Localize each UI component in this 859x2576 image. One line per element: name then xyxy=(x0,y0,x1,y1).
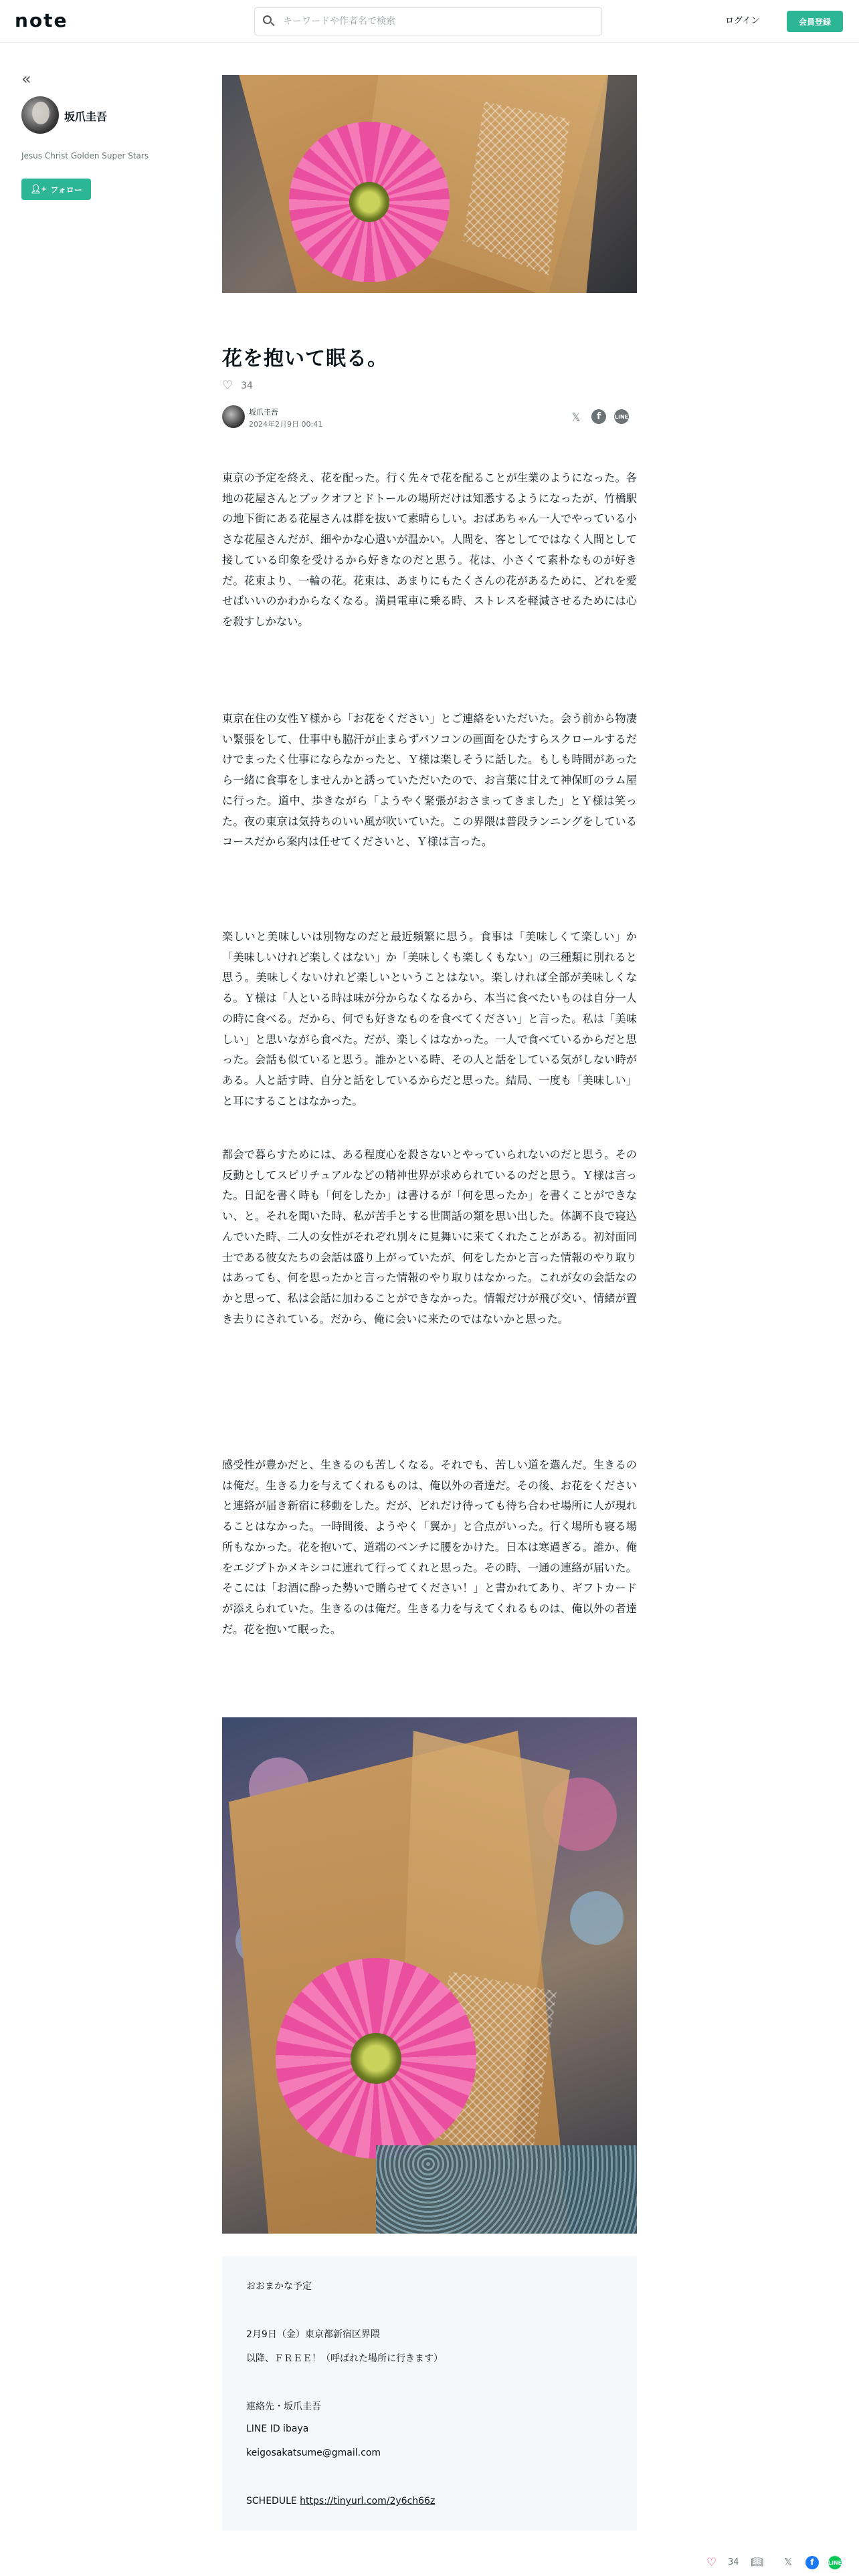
schedule-prefix: SCHEDULE xyxy=(246,2496,300,2506)
bottom-like-count[interactable]: 34 xyxy=(728,2557,739,2567)
heart-icon[interactable]: ♡ xyxy=(706,2556,717,2569)
search-input[interactable] xyxy=(283,16,591,27)
double-chevron-left-icon[interactable]: « xyxy=(21,70,31,88)
author-avatar[interactable] xyxy=(21,96,59,134)
schedule-box xyxy=(222,2256,637,2531)
bottom-action-bar xyxy=(0,2549,859,2576)
search-icon xyxy=(263,15,275,27)
global-header xyxy=(0,0,859,43)
author-name[interactable]: 坂爪圭吾 xyxy=(249,408,278,417)
schedule-line: 以降、ＦＲＥＥ！（呼ばれた場所に行きます） xyxy=(246,2353,443,2364)
signup-button[interactable]: 会員登録 xyxy=(787,11,843,32)
schedule-link-line xyxy=(246,2496,435,2506)
article-title: 花を抱いて眠る。 xyxy=(222,347,388,370)
eyecatch-image xyxy=(222,75,637,293)
line-icon[interactable]: LINE xyxy=(828,2556,842,2569)
like-count[interactable]: 34 xyxy=(241,380,253,391)
article-paragraph: 楽しいと美味しいは別物なのだと最近頻繁に思う。食事は「美味しくて楽しい」か「美味しいけれど楽しくはない」か「美味しくも楽しくもない」の三種類に別れると思う。美味しくないけれど楽しいということはない。楽しければ全部が美味しくなる。Ｙ様は「人といる時は味が分からなくなるから、本当に食べたいものは自分一人の時に食べる。だから、何でも好きなものを食べてください」と言った。私は「美味しい」と思いながら食べた。だが、楽しくはなかった。一人で食べているからだと思った。会話も似ていると思う。誰かといる時、その人と話をしている気がしない時がある。人と話す時、自分と話をしているからだと思った。結局、一度も「美味しい」と耳にすることはなかった。 xyxy=(222,930,637,1107)
publish-date: 2024年2月9日 00:41 xyxy=(249,420,323,429)
search-box[interactable] xyxy=(254,7,602,35)
schedule-line: 2月9日（金）東京都新宿区界隈 xyxy=(246,2329,380,2340)
heart-icon[interactable]: ♡ xyxy=(222,379,233,393)
article-photo xyxy=(222,1717,637,2234)
contact-email: keigosakatsume@gmail.com xyxy=(246,2448,381,2458)
line-icon[interactable]: LINE xyxy=(614,409,629,424)
follow-label: フォロー xyxy=(50,185,82,195)
schedule-link[interactable]: https://tinyurl.com/2y6ch66z xyxy=(300,2496,436,2506)
x-icon[interactable]: 𝕏 xyxy=(571,410,581,423)
article-paragraph: 感受性が豊かだと、生きるのも苦しくなる。それでも、苦しい道を選んだ。生きるのは俺だ。生きる力を与えてくれるものは、俺以外の者達だ。その後、お花をくださいと連絡が届き新宿に移動をした。だが、どれだけ待っても待ち合わせ場所に人が現れることはなかった。一時間後、ようやく「翼か」と合点がいった。行く場所も寝る場所もなかった。花を抱いて、道端のベンチに腰をかけた。日本は寒過ぎる。誰か、俺をエジプトかメキシコに連れて行ってくれと思った。その時、一通の連絡が届いた。そこには「お酒に酔った勢いで贈らせてください！」と書かれてあり、ギフトカードが添えられていた。生きるのは俺だ。生きる力を与えてくれるものは、俺以外の者達だ。花を抱いて眠った。 xyxy=(222,1459,637,1636)
line-id: LINE ID ibaya xyxy=(246,2424,309,2434)
note-logo[interactable]: note xyxy=(15,9,68,31)
article-paragraph: 東京在住の女性Ｙ様から「お花をください」とご連絡をいただいた。会う前から物凄い緊張をして、仕事中も脇汗が止まらずパソコンの画面をひたすらスクロールするだけでまったく仕事にならなかったと、Ｙ様は楽しそうに話した。もしも時間があったら一緒に食事をしませんかと誘っていただいたので、お言葉に甘えて神保町のラム屋に行った。道中、歩きながら「ようやく緊張がおさまってきました」とＹ様は笑った。夜の東京は気持ちのいい風が吹いていた。この界隈は普段ランニングをしているコースだから案内は任せてくださいと、Ｙ様は言った。 xyxy=(222,712,637,849)
user-plus-icon: 👤︎+ xyxy=(30,184,47,194)
like-row xyxy=(222,379,253,393)
magazine-icon[interactable]: 📖︎ xyxy=(751,2556,764,2568)
article-paragraph: 都会で暮らすためには、ある程度心を殺さないとやっていられないのだと思う。その反動としてスピリチュアルなどの精神世界が求められているのだと思う。Ｙ様は言った。日記を書く時も「何をしたか」は書けるが「何を思ったか」を書くことができない、と。それを聞いた時、私が苦手とする世間話の類を思い出した。体調不良で寝込んでいた時、二人の女性がそれぞれ別々に見舞いに来てくれたことがある。初対面同士である彼女たちの会話は盛り上がっていたが、何をしたかと言った情報のやり取りはあっても、何を思ったかと言った情報のやり取りはなかった。これが女の会話なのかと思って、私は会話に加わることができなかった。情報だけが飛び交い、情緒が置き去りにされている。だから、俺に会いに来たのではないかと思った。 xyxy=(222,1148,637,1325)
article-paragraph: 東京の予定を終え、花を配った。行く先々で花を配ることが生業のようになった。各地の花屋さんとブックオフとドトールの場所だけは知悉するようになったが、竹橋駅の地下街にある花屋さんは群を抜いて素晴らしい。おばあちゃん一人でやっている小さな花屋さんだが、細やかな心遣いが温かい。人間を、客としてではなく人間として接している印象を受けるから好きなのだと思う。花は、小さくて素朴なものが好きだ。花束より、一輪の花。花束は、あまりにもたくさんの花があるために、どれを愛せばいいのかわからなくなる。満員電車に乗る時、ストレスを軽減させるためには心を殺すしかない。 xyxy=(222,471,637,628)
x-icon[interactable]: 𝕏 xyxy=(784,2556,793,2568)
schedule-heading: おおまかな予定 xyxy=(246,2281,312,2292)
facebook-icon[interactable]: f xyxy=(591,409,606,424)
sidebar-author-bio: Jesus Christ Golden Super Stars xyxy=(21,151,149,160)
facebook-icon[interactable]: f xyxy=(805,2556,819,2569)
login-link[interactable]: ログイン xyxy=(725,16,760,26)
sidebar-author-name[interactable]: 坂爪圭吾 xyxy=(64,110,108,123)
contact-label: 連絡先・坂爪圭吾 xyxy=(246,2401,321,2412)
author-avatar-small[interactable] xyxy=(222,405,245,428)
follow-button[interactable] xyxy=(21,179,91,200)
